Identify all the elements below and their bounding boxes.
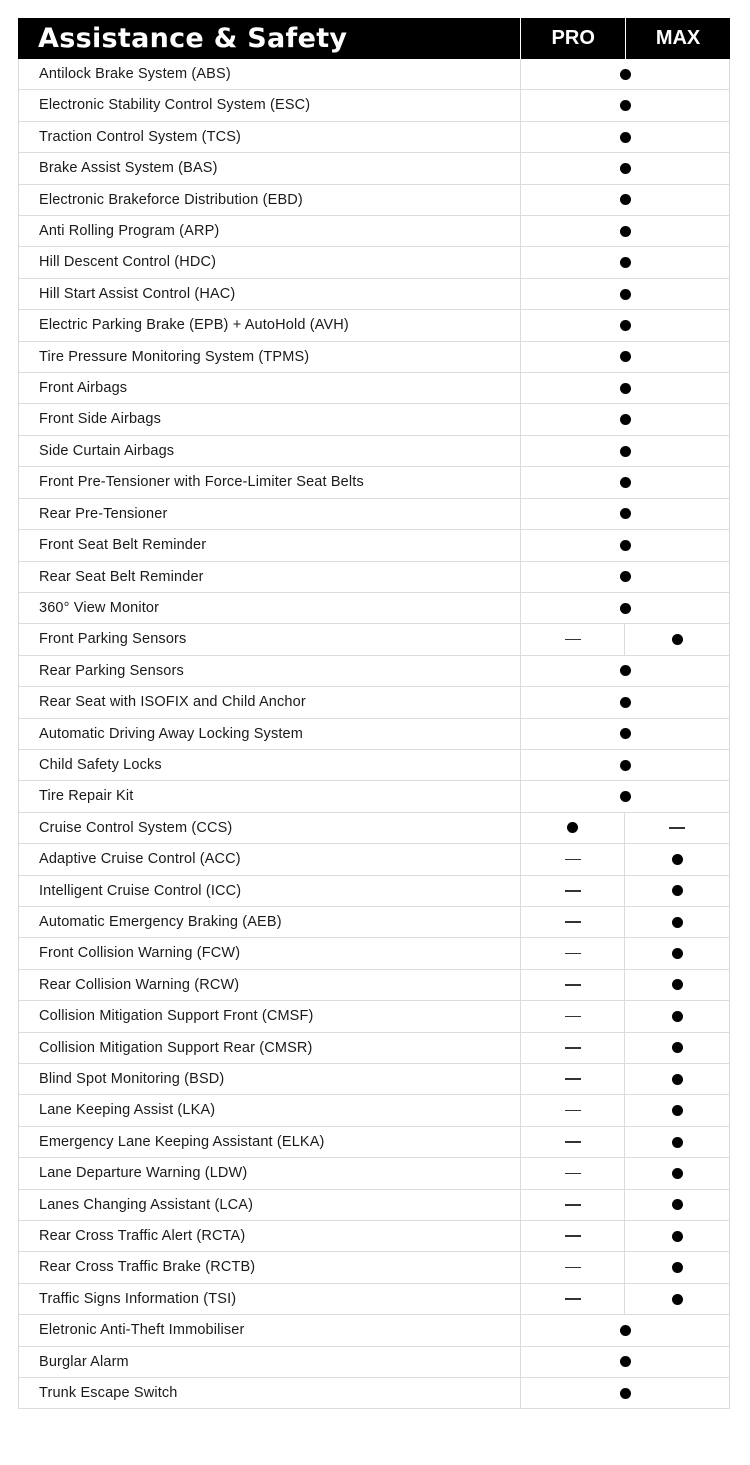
pro-dash-icon — [565, 1298, 581, 1300]
feature-label: Emergency Lane Keeping Assistant (ELKA) — [19, 1127, 521, 1157]
table-row — [19, 122, 729, 153]
pro-cell — [521, 1284, 625, 1314]
feature-label: Hill Descent Control (HDC) — [19, 247, 521, 277]
pro-dash-icon — [565, 984, 581, 986]
max-dot-icon — [672, 885, 683, 896]
availability-cells — [521, 813, 729, 843]
max-dot-icon — [672, 1231, 683, 1242]
table-row — [19, 719, 729, 750]
pro-dash-icon — [565, 859, 581, 861]
pro-dash-icon — [565, 1016, 581, 1018]
max-dot-icon — [672, 948, 683, 959]
both-available-dot-icon — [620, 791, 631, 802]
pro-cell — [521, 1001, 625, 1031]
table-row — [19, 247, 729, 278]
pro-cell — [521, 970, 625, 1000]
availability-cells — [521, 1190, 729, 1220]
pro-dash-icon — [565, 953, 581, 955]
feature-label: Lanes Changing Assistant (LCA) — [19, 1190, 521, 1220]
availability-cells — [521, 1064, 729, 1094]
max-cell — [625, 1252, 729, 1282]
table-row — [19, 844, 729, 875]
both-available-dot-icon — [620, 320, 631, 331]
feature-label: Front Collision Warning (FCW) — [19, 938, 521, 968]
availability-cells — [521, 907, 729, 937]
max-dot-icon — [672, 1011, 683, 1022]
feature-label: Brake Assist System (BAS) — [19, 153, 521, 183]
table-row — [19, 1001, 729, 1032]
table-row — [19, 938, 729, 969]
both-available-dot-icon — [620, 728, 631, 739]
max-dot-icon — [672, 979, 683, 990]
pro-cell — [521, 1064, 625, 1094]
feature-label: Lane Keeping Assist (LKA) — [19, 1095, 521, 1125]
pro-dash-icon — [565, 1141, 581, 1143]
feature-label: Traffic Signs Information (TSI) — [19, 1284, 521, 1314]
max-cell — [625, 938, 729, 968]
table-body — [18, 59, 730, 1409]
feature-label: Child Safety Locks — [19, 750, 521, 780]
max-dot-icon — [672, 1262, 683, 1273]
table-row — [19, 1221, 729, 1252]
feature-label: Collision Mitigation Support Rear (CMSR) — [19, 1033, 521, 1063]
max-dot-icon — [672, 1137, 683, 1148]
table-row — [19, 1095, 729, 1126]
table-row — [19, 876, 729, 907]
both-available-dot-icon — [620, 414, 631, 425]
max-cell — [625, 1095, 729, 1125]
feature-label: Eletronic Anti-Theft Immobiliser — [19, 1315, 521, 1345]
both-available-dot-icon — [620, 1325, 631, 1336]
availability-both — [521, 781, 729, 811]
table-row — [19, 342, 729, 373]
availability-both — [521, 750, 729, 780]
feature-label: Burglar Alarm — [19, 1347, 521, 1377]
table-row — [19, 185, 729, 216]
both-available-dot-icon — [620, 132, 631, 143]
availability-both — [521, 656, 729, 686]
table-row — [19, 1378, 729, 1409]
max-cell — [625, 1158, 729, 1188]
availability-cells — [521, 1221, 729, 1251]
spec-table — [18, 18, 730, 1409]
pro-cell — [521, 813, 625, 843]
availability-cells — [521, 1252, 729, 1282]
both-available-dot-icon — [620, 1388, 631, 1399]
pro-cell — [521, 1033, 625, 1063]
feature-label: Trunk Escape Switch — [19, 1378, 521, 1408]
availability-both — [521, 59, 729, 89]
pro-dot-icon — [567, 822, 578, 833]
availability-both — [521, 404, 729, 434]
feature-label: Front Airbags — [19, 373, 521, 403]
table-row — [19, 750, 729, 781]
feature-label: Front Seat Belt Reminder — [19, 530, 521, 560]
pro-dash-icon — [565, 1078, 581, 1080]
table-row — [19, 656, 729, 687]
pro-cell — [521, 1252, 625, 1282]
table-row — [19, 404, 729, 435]
feature-label: Rear Cross Traffic Brake (RCTB) — [19, 1252, 521, 1282]
table-row — [19, 530, 729, 561]
table-row — [19, 813, 729, 844]
feature-label: Intelligent Cruise Control (ICC) — [19, 876, 521, 906]
availability-both — [521, 499, 729, 529]
table-row — [19, 907, 729, 938]
max-cell — [625, 1127, 729, 1157]
table-row — [19, 1284, 729, 1315]
table-row — [19, 1347, 729, 1378]
both-available-dot-icon — [620, 477, 631, 488]
max-cell — [625, 1221, 729, 1251]
feature-label: Cruise Control System (CCS) — [19, 813, 521, 843]
table-row — [19, 562, 729, 593]
pro-dash-icon — [565, 921, 581, 923]
table-row — [19, 1315, 729, 1346]
availability-both — [521, 373, 729, 403]
table-row — [19, 153, 729, 184]
both-available-dot-icon — [620, 69, 631, 80]
feature-label: Rear Seat with ISOFIX and Child Anchor — [19, 687, 521, 717]
table-row — [19, 279, 729, 310]
both-available-dot-icon — [620, 194, 631, 205]
availability-both — [521, 247, 729, 277]
max-cell — [625, 1190, 729, 1220]
feature-label: Electronic Stability Control System (ESC) — [19, 90, 521, 120]
max-dot-icon — [672, 854, 683, 865]
max-cell — [625, 813, 729, 843]
availability-cells — [521, 1033, 729, 1063]
pro-cell — [521, 1158, 625, 1188]
pro-dash-icon — [565, 1047, 581, 1049]
availability-both — [521, 310, 729, 340]
feature-label: Blind Spot Monitoring (BSD) — [19, 1064, 521, 1094]
availability-both — [521, 90, 729, 120]
pro-cell — [521, 844, 625, 874]
both-available-dot-icon — [620, 163, 631, 174]
availability-both — [521, 562, 729, 592]
availability-cells — [521, 1095, 729, 1125]
table-title: Assistance & Safety — [18, 18, 521, 59]
max-cell — [625, 624, 729, 654]
max-cell — [625, 876, 729, 906]
feature-label: Electronic Brakeforce Distribution (EBD) — [19, 185, 521, 215]
availability-both — [521, 279, 729, 309]
feature-label: Adaptive Cruise Control (ACC) — [19, 844, 521, 874]
feature-label: Automatic Emergency Braking (AEB) — [19, 907, 521, 937]
table-row — [19, 436, 729, 467]
pro-dash-icon — [565, 1110, 581, 1112]
table-row — [19, 499, 729, 530]
availability-both — [521, 593, 729, 623]
table-header — [18, 18, 730, 59]
availability-both — [521, 467, 729, 497]
table-row — [19, 1064, 729, 1095]
table-row — [19, 624, 729, 655]
max-dot-icon — [672, 634, 683, 645]
pro-dash-icon — [565, 1173, 581, 1175]
feature-label: Front Pre-Tensioner with Force-Limiter Seat Belts — [19, 467, 521, 497]
max-dot-icon — [672, 1199, 683, 1210]
both-available-dot-icon — [620, 351, 631, 362]
feature-label: Automatic Driving Away Locking System — [19, 719, 521, 749]
availability-cells — [521, 1127, 729, 1157]
availability-cells — [521, 1001, 729, 1031]
both-available-dot-icon — [620, 257, 631, 268]
both-available-dot-icon — [620, 1356, 631, 1367]
max-cell — [625, 907, 729, 937]
both-available-dot-icon — [620, 226, 631, 237]
feature-label: Rear Parking Sensors — [19, 656, 521, 686]
table-row — [19, 1033, 729, 1064]
feature-label: Hill Start Assist Control (HAC) — [19, 279, 521, 309]
table-row — [19, 1158, 729, 1189]
pro-cell — [521, 1190, 625, 1220]
table-row — [19, 970, 729, 1001]
pro-cell — [521, 938, 625, 968]
both-available-dot-icon — [620, 100, 631, 111]
both-available-dot-icon — [620, 383, 631, 394]
both-available-dot-icon — [620, 571, 631, 582]
pro-dash-icon — [565, 890, 581, 892]
pro-dash-icon — [565, 1235, 581, 1237]
table-row — [19, 593, 729, 624]
column-header-max: MAX — [655, 27, 701, 49]
feature-label: 360° View Monitor — [19, 593, 521, 623]
availability-both — [521, 216, 729, 246]
both-available-dot-icon — [620, 665, 631, 676]
feature-label: Tire Repair Kit — [19, 781, 521, 811]
pro-cell — [521, 907, 625, 937]
table-row — [19, 1252, 729, 1283]
availability-cells — [521, 938, 729, 968]
availability-both — [521, 687, 729, 717]
table-row — [19, 1190, 729, 1221]
availability-cells — [521, 876, 729, 906]
max-cell — [625, 1284, 729, 1314]
table-row — [19, 467, 729, 498]
max-cell — [625, 844, 729, 874]
availability-cells — [521, 970, 729, 1000]
availability-cells — [521, 844, 729, 874]
table-row — [19, 59, 729, 90]
max-cell — [625, 970, 729, 1000]
availability-both — [521, 719, 729, 749]
both-available-dot-icon — [620, 508, 631, 519]
both-available-dot-icon — [620, 760, 631, 771]
availability-both — [521, 1315, 729, 1345]
max-dot-icon — [672, 1105, 683, 1116]
feature-label: Front Side Airbags — [19, 404, 521, 434]
pro-cell — [521, 1127, 625, 1157]
feature-label: Front Parking Sensors — [19, 624, 521, 654]
table-row — [19, 687, 729, 718]
table-row — [19, 781, 729, 812]
feature-label: Traction Control System (TCS) — [19, 122, 521, 152]
max-dot-icon — [672, 1042, 683, 1053]
feature-label: Rear Cross Traffic Alert (RCTA) — [19, 1221, 521, 1251]
max-dash-icon — [669, 827, 685, 829]
table-row — [19, 216, 729, 247]
availability-cells — [521, 1158, 729, 1188]
feature-label: Electric Parking Brake (EPB) + AutoHold (AVH) — [19, 310, 521, 340]
both-available-dot-icon — [620, 540, 631, 551]
table-row — [19, 373, 729, 404]
feature-label: Collision Mitigation Support Front (CMSF) — [19, 1001, 521, 1031]
max-cell — [625, 1033, 729, 1063]
max-dot-icon — [672, 1074, 683, 1085]
max-cell — [625, 1064, 729, 1094]
feature-label: Rear Collision Warning (RCW) — [19, 970, 521, 1000]
both-available-dot-icon — [620, 603, 631, 614]
pro-cell — [521, 1221, 625, 1251]
table-row — [19, 90, 729, 121]
both-available-dot-icon — [620, 446, 631, 457]
feature-label: Lane Departure Warning (LDW) — [19, 1158, 521, 1188]
availability-both — [521, 1378, 729, 1408]
pro-cell — [521, 1095, 625, 1125]
both-available-dot-icon — [620, 697, 631, 708]
max-dot-icon — [672, 917, 683, 928]
column-header-pro: PRO — [521, 18, 626, 59]
feature-label: Tire Pressure Monitoring System (TPMS) — [19, 342, 521, 372]
max-cell — [625, 1001, 729, 1031]
availability-both — [521, 1347, 729, 1377]
feature-label: Side Curtain Airbags — [19, 436, 521, 466]
availability-cells — [521, 1284, 729, 1314]
feature-label: Rear Pre-Tensioner — [19, 499, 521, 529]
both-available-dot-icon — [620, 289, 631, 300]
max-dot-icon — [672, 1294, 683, 1305]
availability-both — [521, 153, 729, 183]
table-row — [19, 1127, 729, 1158]
max-dot-icon — [672, 1168, 683, 1179]
availability-cells — [521, 624, 729, 654]
pro-dash-icon — [565, 639, 581, 641]
availability-both — [521, 436, 729, 466]
feature-label: Rear Seat Belt Reminder — [19, 562, 521, 592]
pro-dash-icon — [565, 1204, 581, 1206]
availability-both — [521, 530, 729, 560]
availability-both — [521, 342, 729, 372]
feature-label: Anti Rolling Program (ARP) — [19, 216, 521, 246]
feature-label: Antilock Brake System (ABS) — [19, 59, 521, 89]
pro-cell — [521, 624, 625, 654]
availability-both — [521, 185, 729, 215]
table-row — [19, 310, 729, 341]
pro-dash-icon — [565, 1267, 581, 1269]
pro-cell — [521, 876, 625, 906]
availability-both — [521, 122, 729, 152]
